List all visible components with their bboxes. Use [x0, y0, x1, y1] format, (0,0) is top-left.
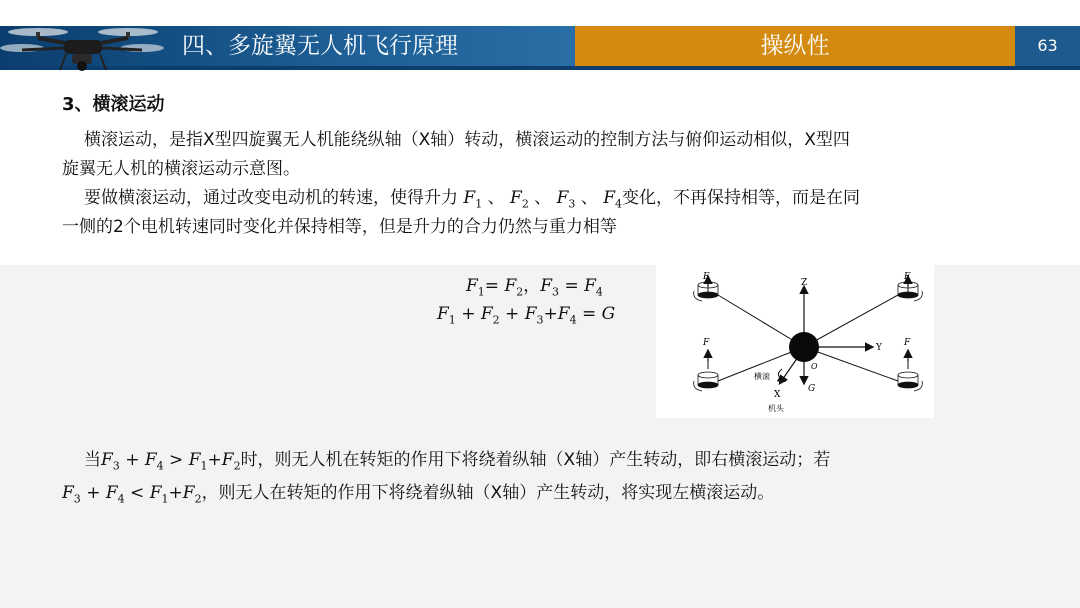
- page-number: 63: [1037, 36, 1058, 55]
- motor-top-left: [694, 282, 718, 301]
- force-f2: $F_2$: [510, 188, 529, 211]
- roll-motion-diagram: [656, 265, 934, 418]
- paragraph-2-prefix: 要做横滚运动，通过改变电动机的转速，使得升力: [84, 188, 458, 208]
- paragraph-2-suffix: 变化，不再保持相等，而是在同: [622, 188, 861, 208]
- z-axis-label: Z: [801, 278, 808, 288]
- nose-label: 机头: [768, 404, 784, 413]
- sep-2: 、: [534, 188, 552, 208]
- sep-3: 、: [580, 188, 598, 208]
- force-label-tl: F: [703, 272, 710, 282]
- x-axis: [780, 357, 798, 383]
- bottom-line-1-prefix: 当: [84, 450, 101, 470]
- header-topic: 操纵性: [760, 33, 830, 59]
- roll-label: 横滚: [754, 372, 770, 381]
- drone-body: [789, 332, 819, 362]
- force-f4: $F_4$: [603, 188, 623, 211]
- header-title: 四、多旋翼无人机飞行原理: [182, 33, 458, 59]
- gravity-label: G: [808, 384, 816, 394]
- force-label-tr: F: [904, 272, 911, 282]
- section-title: 3、横滚运动: [62, 94, 165, 115]
- motor-top-right: [898, 282, 922, 301]
- motor-bottom-left: [694, 372, 718, 391]
- roll-diagram-svg: [656, 265, 934, 418]
- bottom-line-2-suffix: ，则无人在转矩的作用下将绕着纵轴（X轴）产生转动，将实现左横滚运动。: [201, 483, 775, 503]
- force-label-br: F: [904, 338, 911, 348]
- equation-2: $F_1 + F_2 + F_3+F_4 = G$: [437, 304, 616, 327]
- sep-1: 、: [487, 188, 505, 208]
- bottom-line-1-suffix: 时，则无人机在转矩的作用下将绕着纵轴（X轴）产生转动，即右横滚运动；若: [240, 450, 831, 470]
- arm-top-right: [804, 295, 898, 347]
- bottom-paragraph-line-2: [62, 477, 1022, 515]
- paragraph-1-cont: [62, 155, 1012, 184]
- inequality-left-roll: $F_3 + F_4 < F_1+F_2$: [62, 483, 202, 506]
- y-axis-label: Y: [876, 343, 882, 353]
- motor-bottom-right: [898, 372, 922, 391]
- equation-1-separator: ，: [523, 276, 541, 296]
- force-f1: $F_1$: [463, 188, 483, 211]
- paragraph-1-line-1: 横滚运动，是指X型四旋翼无人机能绕纵轴（X轴）转动，横滚运动的控制方法与俯仰运动相似，X型四: [84, 130, 850, 150]
- inequality-right-roll: $F_3 + F_4 > F_1+F_2$: [101, 450, 241, 473]
- force-label-bl: F: [703, 338, 710, 348]
- equation-2-rhs: G: [601, 304, 616, 324]
- origin-label: O: [811, 362, 818, 371]
- arm-top-left: [718, 295, 804, 347]
- paragraph-2-line-2: 一侧的2个电机转速同时变化并保持相等，但是升力的合力仍然与重力相等: [62, 217, 617, 237]
- force-f3: $F_3$: [556, 188, 576, 211]
- x-axis-label: X: [774, 390, 781, 400]
- paragraph-1: [62, 126, 1012, 155]
- equation-1: $F_1= F_2$，$F_3 = F_4$: [466, 276, 603, 299]
- paragraph-2-cont: [62, 213, 1012, 242]
- paragraph-1-line-2: 旋翼无人机的横滚运动示意图。: [62, 159, 300, 179]
